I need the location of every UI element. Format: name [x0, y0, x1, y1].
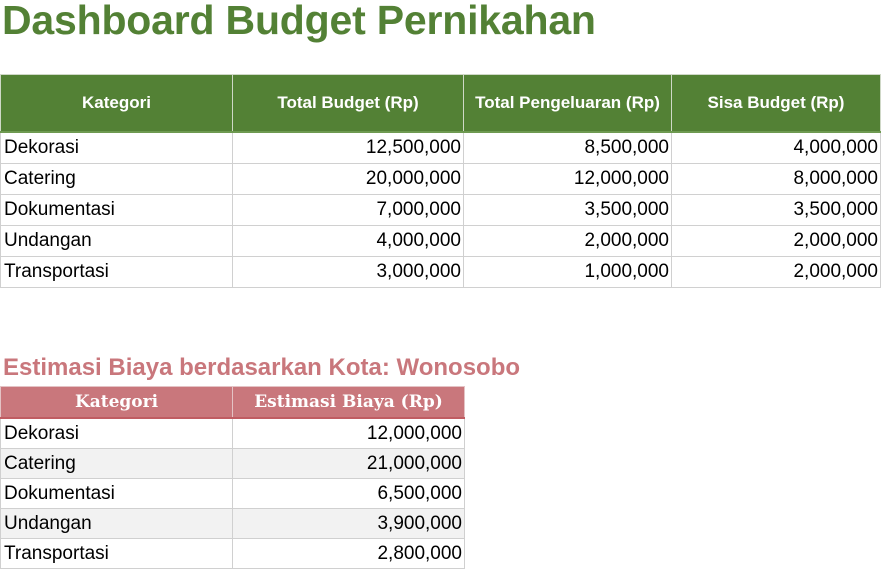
table-row — [1, 195, 881, 226]
cell-sisa-budget[interactable]: 8,000,000 — [672, 164, 881, 195]
budget-header-row — [1, 75, 881, 133]
cell-kategori[interactable]: Dokumentasi — [1, 479, 233, 509]
header-kategori[interactable]: Kategori — [1, 387, 233, 419]
cell-total-pengeluaran[interactable]: 2,000,000 — [464, 226, 672, 257]
cell-total-budget[interactable]: 4,000,000 — [233, 226, 464, 257]
cell-kategori[interactable]: Catering — [1, 449, 233, 479]
cell-sisa-budget[interactable]: 4,000,000 — [672, 132, 881, 164]
header-kategori[interactable]: Kategori — [1, 75, 233, 133]
cell-kategori[interactable]: Transportasi — [1, 257, 233, 288]
header-estimasi-biaya[interactable]: Estimasi Biaya (Rp) — [233, 387, 465, 419]
cell-estimasi-biaya[interactable]: 21,000,000 — [233, 449, 465, 479]
cell-estimasi-biaya[interactable]: 2,800,000 — [233, 539, 465, 569]
table-row — [1, 257, 881, 288]
cell-total-pengeluaran[interactable]: 1,000,000 — [464, 257, 672, 288]
cell-kategori[interactable]: Transportasi — [1, 539, 233, 569]
header-total-budget[interactable]: Total Budget (Rp) — [233, 75, 464, 133]
cell-estimasi-biaya[interactable]: 12,000,000 — [233, 418, 465, 449]
cell-kategori[interactable]: Catering — [1, 164, 233, 195]
cell-total-budget[interactable]: 3,000,000 — [233, 257, 464, 288]
cell-estimasi-biaya[interactable]: 6,500,000 — [233, 479, 465, 509]
cell-total-pengeluaran[interactable]: 3,500,000 — [464, 195, 672, 226]
cell-sisa-budget[interactable]: 3,500,000 — [672, 195, 881, 226]
cell-total-budget[interactable]: 7,000,000 — [233, 195, 464, 226]
cell-kategori[interactable]: Undangan — [1, 226, 233, 257]
table-row — [1, 539, 465, 569]
estimate-section-title: Estimasi Biaya berdasarkan Kota: Wonosobo — [3, 354, 521, 381]
table-row — [1, 509, 465, 539]
cell-total-pengeluaran[interactable]: 12,000,000 — [464, 164, 672, 195]
table-row — [1, 418, 465, 449]
estimate-header-row — [1, 387, 465, 419]
header-total-pengeluaran[interactable]: Total Pengeluaran (Rp) — [464, 75, 672, 133]
table-row — [1, 479, 465, 509]
table-row — [1, 449, 465, 479]
cell-sisa-budget[interactable]: 2,000,000 — [672, 257, 881, 288]
cell-kategori[interactable]: Dekorasi — [1, 132, 233, 164]
cell-total-budget[interactable]: 12,500,000 — [233, 132, 464, 164]
header-sisa-budget[interactable]: Sisa Budget (Rp) — [672, 75, 881, 133]
table-row — [1, 164, 881, 195]
cell-kategori[interactable]: Undangan — [1, 509, 233, 539]
estimate-table — [0, 386, 465, 569]
cell-kategori[interactable]: Dokumentasi — [1, 195, 233, 226]
budget-table — [0, 74, 881, 288]
page-title: Dashboard Budget Pernikahan — [2, 0, 596, 43]
cell-kategori[interactable]: Dekorasi — [1, 418, 233, 449]
cell-sisa-budget[interactable]: 2,000,000 — [672, 226, 881, 257]
table-row — [1, 132, 881, 164]
table-row — [1, 226, 881, 257]
cell-total-budget[interactable]: 20,000,000 — [233, 164, 464, 195]
cell-estimasi-biaya[interactable]: 3,900,000 — [233, 509, 465, 539]
cell-total-pengeluaran[interactable]: 8,500,000 — [464, 132, 672, 164]
